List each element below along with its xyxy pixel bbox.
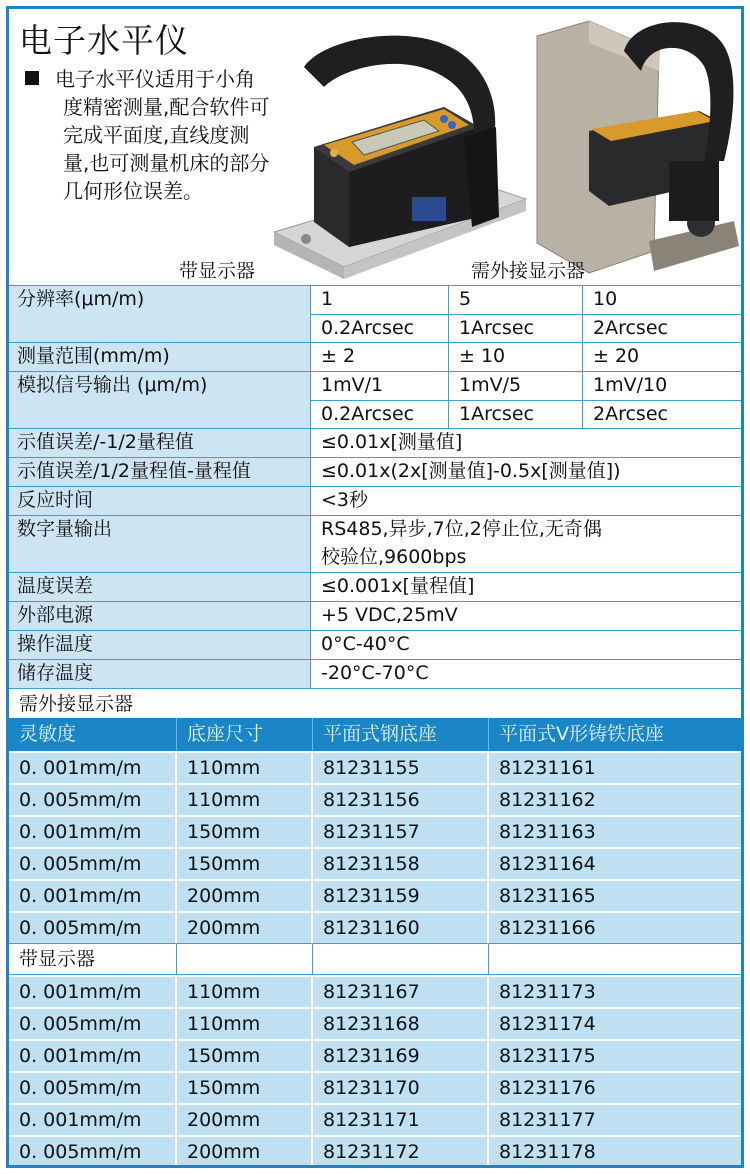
column-header: 底座尺寸 <box>177 718 313 751</box>
cell-sensitivity: 0. 001mm/m <box>9 1105 177 1135</box>
spec-value: 2Arcsec <box>583 315 741 342</box>
cell-base-size: 110mm <box>177 977 313 1007</box>
spec-value: 1mV/1 <box>311 372 449 400</box>
cell-v-base: 81231177 <box>489 1105 741 1135</box>
spec-row-resolution <box>9 285 741 342</box>
spec-value: ≤0.01x[测量值] <box>311 429 741 457</box>
spec-row-error-low <box>9 428 741 457</box>
spec-value: 1Arcsec <box>449 401 583 428</box>
spec-row-range <box>9 342 741 371</box>
spec-row-store-temp <box>9 659 741 688</box>
cell-sensitivity: 0. 005mm/m <box>9 849 177 879</box>
cell-v-base: 81231174 <box>489 1009 741 1039</box>
cell-steel-base: 81231157 <box>313 817 489 847</box>
cell-base-size: 150mm <box>177 1073 313 1103</box>
spec-value: +5 VDC,25mV <box>311 602 741 630</box>
cell-v-base: 81231161 <box>489 753 741 783</box>
spec-value: 10 <box>583 286 741 314</box>
cell-v-base: 81231173 <box>489 977 741 1007</box>
column-header: 灵敏度 <box>9 718 177 751</box>
caption-external-display: 需外接显示器 <box>471 260 586 282</box>
hero-section <box>9 9 741 285</box>
level-external-display-image <box>529 11 741 276</box>
spec-value: RS485,异步,7位,2停止位,无奇偶 <box>311 516 741 544</box>
table-row <box>9 1071 741 1103</box>
spec-value: 2Arcsec <box>583 401 741 428</box>
cell-base-size: 110mm <box>177 753 313 783</box>
cell-base-size: 200mm <box>177 1105 313 1135</box>
cell-base-size: 150mm <box>177 817 313 847</box>
description-line: 完成平面度,直线度测 <box>63 123 250 147</box>
spec-value: ± 2 <box>311 343 449 371</box>
spec-value: 5 <box>449 286 583 314</box>
section-heading-external: 需外接显示器 <box>9 688 741 718</box>
spec-row-error-high <box>9 457 741 486</box>
cell-steel-base: 81231159 <box>313 881 489 911</box>
cell-sensitivity: 0. 005mm/m <box>9 1009 177 1039</box>
description-line: 几何形位误差。 <box>63 179 203 203</box>
cell-steel-base: 81231169 <box>313 1041 489 1071</box>
table-row <box>9 847 741 879</box>
cell-v-base: 81231176 <box>489 1073 741 1103</box>
cell-sensitivity: 0. 005mm/m <box>9 785 177 815</box>
caption-with-display: 带显示器 <box>179 260 256 282</box>
section-row-display <box>9 943 741 975</box>
spec-label: 反应时间 <box>9 487 311 515</box>
description-line: 电子水平仪适用于小角 <box>55 67 255 91</box>
cell-sensitivity: 0. 005mm/m <box>9 1073 177 1103</box>
table-row <box>9 1007 741 1039</box>
product-sheet <box>6 6 744 1168</box>
spec-row-analog <box>9 371 741 428</box>
cell-sensitivity: 0. 005mm/m <box>9 913 177 943</box>
cell-v-base: 81231164 <box>489 849 741 879</box>
spec-value: 0.2Arcsec <box>311 315 449 342</box>
table-row <box>9 911 741 943</box>
cell-base-size: 150mm <box>177 849 313 879</box>
cell-base-size: 110mm <box>177 785 313 815</box>
level-with-display-image <box>264 27 534 285</box>
cell-steel-base: 81231170 <box>313 1073 489 1103</box>
table-row <box>9 815 741 847</box>
cell-sensitivity: 0. 001mm/m <box>9 1041 177 1071</box>
spec-row-response <box>9 486 741 515</box>
spec-row-op-temp <box>9 630 741 659</box>
cell-steel-base: 81231156 <box>313 785 489 815</box>
spec-value: ± 10 <box>449 343 583 371</box>
spec-label: 储存温度 <box>9 660 311 688</box>
table-row <box>9 879 741 911</box>
page-title: 电子水平仪 <box>19 21 189 60</box>
cell-base-size: 150mm <box>177 1041 313 1071</box>
cell-sensitivity: 0. 001mm/m <box>9 753 177 783</box>
spec-value: -20°C-70°C <box>311 660 741 688</box>
cell-steel-base: 81231168 <box>313 1009 489 1039</box>
spec-value: ≤0.001x[量程值] <box>311 573 741 601</box>
cell-sensitivity: 0. 005mm/m <box>9 1137 177 1167</box>
cell-v-base: 81231163 <box>489 817 741 847</box>
cell-base-size: 110mm <box>177 1009 313 1039</box>
spec-row-digital <box>9 515 741 572</box>
spec-label: 数字量输出 <box>9 516 311 572</box>
cell-v-base: 81231175 <box>489 1041 741 1071</box>
spec-label: 温度误差 <box>9 573 311 601</box>
cell-steel-base: 81231158 <box>313 849 489 879</box>
column-header: 平面式钢底座 <box>313 718 489 751</box>
table-row <box>9 783 741 815</box>
cell-steel-base: 81231160 <box>313 913 489 943</box>
spec-value: 校验位,9600bps <box>311 544 741 572</box>
cell-v-base: 81231166 <box>489 913 741 943</box>
bullet-icon <box>25 71 39 85</box>
cell-v-base: 81231162 <box>489 785 741 815</box>
spec-value: ≤0.01x(2x[测量值]-0.5x[测量值]) <box>311 458 741 486</box>
spec-value: 1Arcsec <box>449 315 583 342</box>
spec-label: 示值误差/-1/2量程值 <box>9 429 311 457</box>
cell-v-base: 81231165 <box>489 881 741 911</box>
spec-row-temp-error <box>9 572 741 601</box>
table-row <box>9 1135 741 1167</box>
table-row <box>9 975 741 1007</box>
spec-value: 1 <box>311 286 449 314</box>
table-row <box>9 1103 741 1135</box>
description-line: 量,也可测量机床的部分 <box>63 151 270 175</box>
cell-steel-base: 81231172 <box>313 1137 489 1167</box>
cell-base-size: 200mm <box>177 1137 313 1167</box>
column-header: 平面式V形铸铁底座 <box>499 723 664 745</box>
spec-label: 外部电源 <box>9 602 311 630</box>
spec-table <box>9 285 741 718</box>
spec-value: ± 20 <box>583 343 741 371</box>
cell-steel-base: 81231167 <box>313 977 489 1007</box>
order-table <box>9 718 741 1167</box>
cell-steel-base: 81231155 <box>313 753 489 783</box>
spec-value: 0°C-40°C <box>311 631 741 659</box>
spec-label: 分辨率(μm/m) <box>9 286 311 342</box>
cell-sensitivity: 0. 001mm/m <box>9 881 177 911</box>
spec-value: 0.2Arcsec <box>311 401 449 428</box>
spec-row-power <box>9 601 741 630</box>
spec-value: <3秒 <box>311 487 741 515</box>
spec-value: 1mV/5 <box>449 372 583 400</box>
spec-label: 示值误差/1/2量程值-量程值 <box>9 458 311 486</box>
cell-base-size: 200mm <box>177 913 313 943</box>
table-row <box>9 751 741 783</box>
spec-value: 1mV/10 <box>583 372 741 400</box>
spec-label: 操作温度 <box>9 631 311 659</box>
cell-v-base: 81231178 <box>489 1137 741 1167</box>
spec-label: 模拟信号输出 (μm/m) <box>9 372 311 428</box>
section-heading-display: 带显示器 <box>9 944 177 974</box>
cell-sensitivity: 0. 001mm/m <box>9 817 177 847</box>
spec-label: 测量范围(mm/m) <box>9 343 311 371</box>
table-row <box>9 1039 741 1071</box>
order-table-header <box>9 718 741 751</box>
cell-steel-base: 81231171 <box>313 1105 489 1135</box>
description-line: 度精密测量,配合软件可 <box>63 95 270 119</box>
cell-base-size: 200mm <box>177 881 313 911</box>
cell-sensitivity: 0. 001mm/m <box>9 977 177 1007</box>
